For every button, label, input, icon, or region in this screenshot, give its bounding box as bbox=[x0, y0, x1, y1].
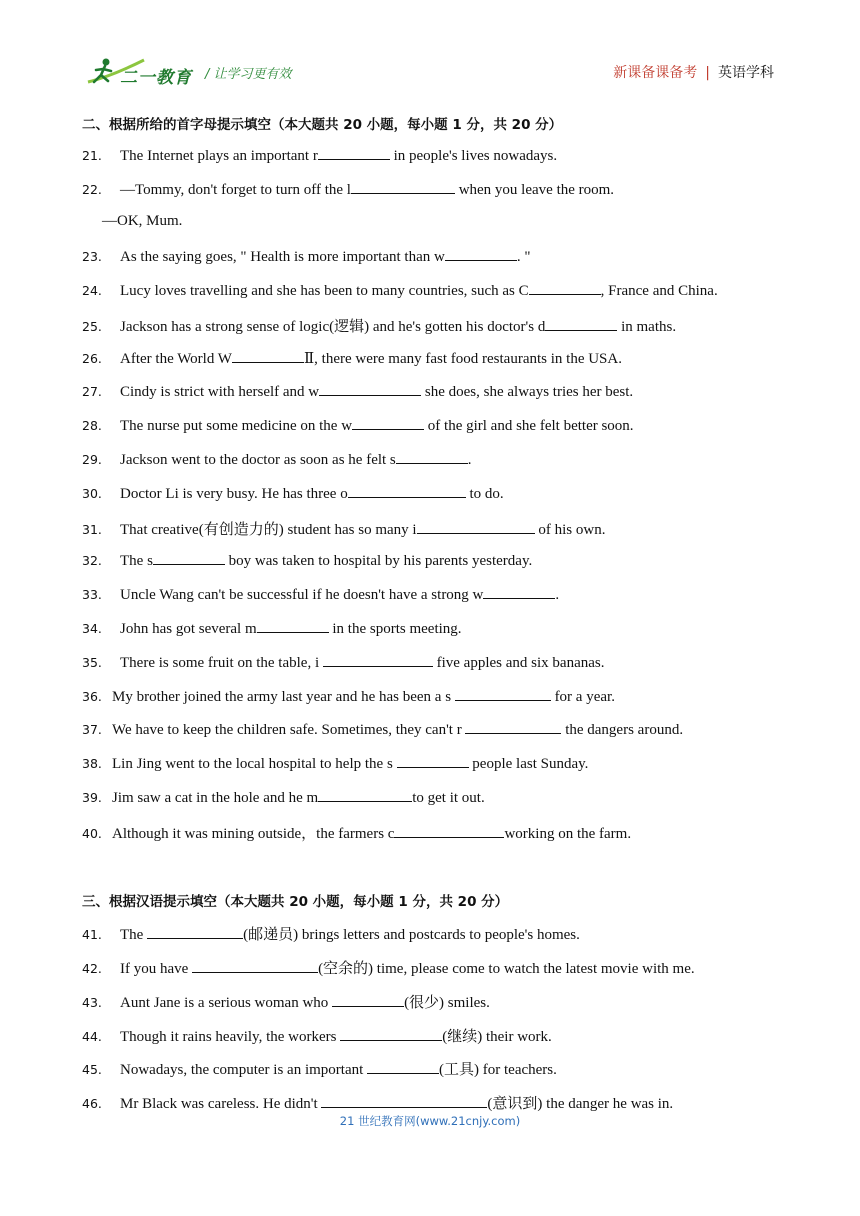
question-text-end: (很少) smiles. bbox=[404, 995, 490, 1011]
question-text: If you have bbox=[120, 961, 193, 977]
question-26 bbox=[82, 349, 622, 368]
question-number: 38. bbox=[82, 756, 102, 771]
question-36 bbox=[82, 687, 615, 706]
page-header bbox=[0, 0, 860, 100]
question-number: 42. bbox=[82, 961, 102, 976]
question-text-end: boy was taken to hospital by his parents yesterday. bbox=[224, 553, 533, 569]
question-text: Uncle Wang can't be successful if he doesn't have a strong w bbox=[120, 587, 484, 603]
answer-blank[interactable] bbox=[455, 687, 551, 701]
question-number: 33. bbox=[82, 587, 102, 602]
question-number: 35. bbox=[82, 655, 102, 670]
answer-blank[interactable] bbox=[367, 1060, 439, 1074]
question-number: 30. bbox=[82, 486, 102, 501]
question-34 bbox=[82, 619, 462, 638]
question-number: 44. bbox=[82, 1029, 102, 1044]
question-text: The bbox=[120, 927, 148, 943]
question-30 bbox=[82, 484, 504, 503]
question-text: Cindy is strict with herself and w bbox=[120, 384, 320, 400]
question-text: After the World W bbox=[120, 351, 232, 367]
header-separator: | bbox=[705, 65, 710, 81]
question-number: 24. bbox=[82, 283, 102, 298]
question-text-end: (工具) for teachers. bbox=[439, 1062, 557, 1078]
question-27 bbox=[82, 382, 633, 401]
question-23 bbox=[82, 247, 530, 266]
question-38 bbox=[82, 754, 588, 773]
question-text-end: the dangers around. bbox=[561, 722, 684, 738]
question-32 bbox=[82, 551, 532, 570]
question-number: 39. bbox=[82, 790, 102, 805]
question-text: Jackson has a strong sense of logic(逻辑) and he's gotten his doctor's d bbox=[120, 319, 546, 335]
answer-blank[interactable] bbox=[397, 754, 469, 768]
section3-title: 三、根据汉语提示填空（本大题共 20 小题，每小题 1 分，共 20 分） bbox=[82, 894, 509, 910]
question-text: Nowadays, the computer is an important bbox=[120, 1062, 368, 1078]
question-number: 32. bbox=[82, 553, 102, 568]
question-text-end: (意识到) the danger he was in. bbox=[487, 1096, 674, 1112]
question-33 bbox=[82, 585, 559, 604]
question-number: 40. bbox=[82, 826, 102, 841]
question-46 bbox=[82, 1092, 673, 1113]
answer-blank[interactable] bbox=[465, 720, 561, 734]
question-40 bbox=[82, 822, 631, 843]
question-39 bbox=[82, 788, 485, 807]
answer-blank[interactable] bbox=[396, 450, 468, 464]
question-text-end: for a year. bbox=[550, 689, 615, 705]
question-number: 25. bbox=[82, 319, 102, 334]
question-text: My brother joined the army last year and he has been a s bbox=[112, 689, 455, 705]
answer-blank[interactable] bbox=[332, 993, 404, 1007]
question-text: Though it rains heavily, the workers bbox=[120, 1029, 341, 1045]
answer-blank[interactable] bbox=[417, 520, 535, 534]
answer-blank[interactable] bbox=[351, 180, 455, 194]
question-37 bbox=[82, 720, 683, 739]
question-text-end: (继续) their work. bbox=[442, 1029, 552, 1045]
answer-blank[interactable] bbox=[545, 317, 617, 331]
answer-blank[interactable] bbox=[529, 281, 601, 295]
question-number: 23. bbox=[82, 249, 102, 264]
answer-blank[interactable] bbox=[232, 349, 304, 363]
question-text: Lucy loves travelling and she has been to many countries, such as C bbox=[120, 283, 529, 299]
question-31 bbox=[82, 518, 605, 539]
question-29 bbox=[82, 450, 472, 469]
question-41 bbox=[82, 923, 580, 944]
question-text: Lin Jing went to the local hospital to help the s bbox=[112, 756, 397, 772]
question-text-end: in the sports meeting. bbox=[328, 621, 462, 637]
question-text-end: she does, she always tries her best. bbox=[421, 384, 634, 400]
question-43 bbox=[82, 991, 490, 1012]
question-22-reply: —OK, Mum. bbox=[102, 213, 183, 229]
question-28 bbox=[82, 416, 634, 435]
answer-blank[interactable] bbox=[192, 959, 318, 973]
question-text: We have to keep the children safe. Sometimes, they can't r bbox=[112, 722, 466, 738]
answer-blank[interactable] bbox=[153, 551, 225, 565]
brand-slogan: / 让学习更有效 bbox=[205, 67, 292, 82]
answer-blank[interactable] bbox=[394, 824, 504, 838]
question-text-end: to do. bbox=[465, 486, 504, 502]
answer-blank[interactable] bbox=[318, 788, 412, 802]
question-text-end: in people's lives nowadays. bbox=[389, 148, 558, 164]
question-text: —Tommy, don't forget to turn off the l bbox=[120, 182, 351, 198]
question-text-end: working on the farm. bbox=[504, 826, 632, 842]
question-number: 21. bbox=[82, 148, 102, 163]
question-text: Jim saw a cat in the hole and he m bbox=[112, 790, 319, 806]
question-number: 46. bbox=[82, 1096, 102, 1111]
answer-blank[interactable] bbox=[352, 416, 424, 430]
question-25 bbox=[82, 315, 676, 336]
question-text-end: of his own. bbox=[534, 522, 606, 538]
question-number: 27. bbox=[82, 384, 102, 399]
question-text: John has got several m bbox=[120, 621, 257, 637]
question-text-end: . " bbox=[516, 249, 531, 265]
answer-blank[interactable] bbox=[323, 653, 433, 667]
question-number: 26. bbox=[82, 351, 102, 366]
question-text-end: of the girl and she felt better soon. bbox=[424, 418, 634, 434]
question-text-end: , France and China. bbox=[600, 283, 718, 299]
question-text: There is some fruit on the table, i bbox=[120, 655, 323, 671]
question-text-end: five apples and six bananas. bbox=[432, 655, 605, 671]
answer-blank[interactable] bbox=[348, 484, 466, 498]
subject-name: 英语学科 bbox=[718, 65, 774, 81]
answer-blank[interactable] bbox=[257, 619, 329, 633]
question-text: Jackson went to the doctor as soon as he felt s bbox=[120, 452, 396, 468]
answer-blank[interactable] bbox=[483, 585, 555, 599]
question-text-end: people last Sunday. bbox=[468, 756, 589, 772]
section2-title: 二、根据所给的首字母提示填空（本大题共 20 小题，每小题 1 分，共 20 分） bbox=[82, 117, 563, 133]
answer-blank[interactable] bbox=[147, 925, 243, 939]
question-number: 37. bbox=[82, 722, 102, 737]
answer-blank[interactable] bbox=[319, 382, 421, 396]
question-number: 36. bbox=[82, 689, 102, 704]
question-number: 45. bbox=[82, 1062, 102, 1077]
question-text: The s bbox=[120, 553, 153, 569]
question-text-end: when you leave the room. bbox=[454, 182, 615, 198]
question-number: 34. bbox=[82, 621, 102, 636]
question-42 bbox=[82, 957, 695, 978]
question-21 bbox=[82, 146, 557, 165]
answer-blank[interactable] bbox=[445, 247, 517, 261]
question-text: The Internet plays an important r bbox=[120, 148, 318, 164]
question-text: Although it was mining outside，the farmers c bbox=[112, 826, 395, 842]
course-label: 新课备课备考 bbox=[613, 65, 698, 81]
question-24 bbox=[82, 281, 718, 300]
question-35 bbox=[82, 653, 604, 672]
question-number: 22. bbox=[82, 182, 102, 197]
question-text: Doctor Li is very busy. He has three o bbox=[120, 486, 348, 502]
question-text: Aunt Jane is a serious woman who bbox=[120, 995, 333, 1011]
question-22 bbox=[82, 180, 614, 199]
page-footer: 21 世纪教育网(www.21cnjy.com) bbox=[339, 1114, 521, 1128]
question-text: That creative(有创造力的) student has so many i bbox=[120, 522, 417, 538]
question-text-end: . bbox=[555, 587, 560, 603]
answer-blank[interactable] bbox=[321, 1094, 487, 1108]
answer-blank[interactable] bbox=[340, 1027, 442, 1041]
question-text-end: to get it out. bbox=[412, 790, 485, 806]
question-text-end: (邮递员) brings letters and postcards to people's homes. bbox=[243, 927, 580, 943]
answer-blank[interactable] bbox=[318, 146, 390, 160]
question-text: As the saying goes, " Health is more important than w bbox=[120, 249, 445, 265]
question-text-end: in maths. bbox=[617, 319, 677, 335]
subject-label bbox=[613, 62, 774, 82]
question-number: 41. bbox=[82, 927, 102, 942]
question-number: 29. bbox=[82, 452, 102, 467]
question-number: 31. bbox=[82, 522, 102, 537]
question-text-end: (空余的) time, please come to watch the latest movie with me. bbox=[318, 961, 695, 977]
question-44 bbox=[82, 1025, 552, 1046]
question-text: The nurse put some medicine on the w bbox=[120, 418, 353, 434]
question-text-end: . bbox=[467, 452, 472, 468]
question-number: 43. bbox=[82, 995, 102, 1010]
question-text-end: Ⅱ, there were many fast food restaurants in the USA. bbox=[303, 351, 622, 367]
question-text: Mr Black was careless. He didn't bbox=[120, 1096, 322, 1112]
question-number: 28. bbox=[82, 418, 102, 433]
brand-name: 二一教育 bbox=[120, 68, 192, 88]
question-45 bbox=[82, 1058, 557, 1079]
